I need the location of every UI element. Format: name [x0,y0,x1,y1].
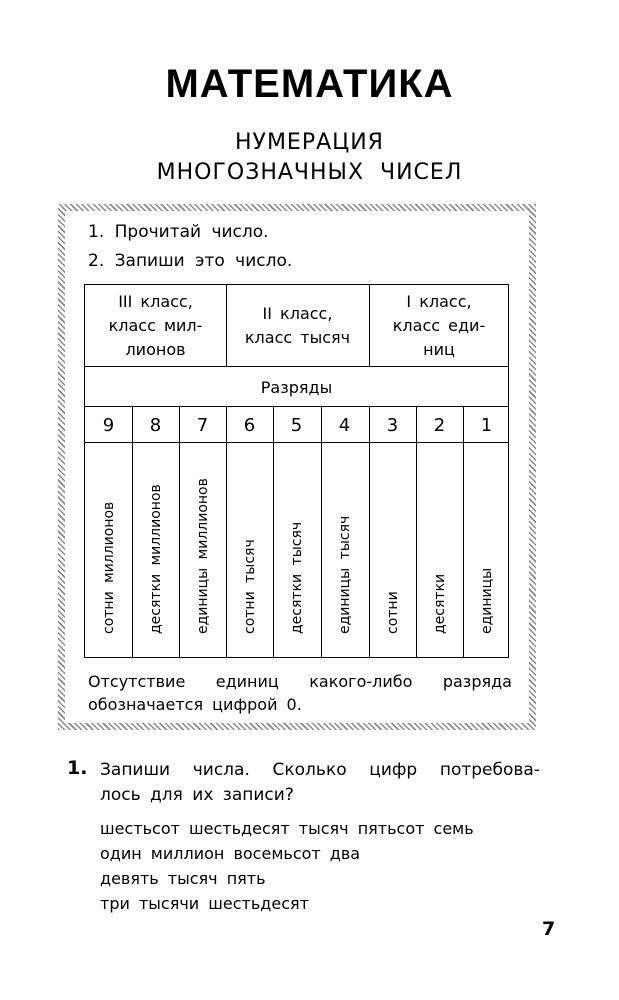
note-word: какого-либо [309,672,413,691]
rank-name: единицы миллионов [194,478,211,634]
number-words-item: шестьсот шестьдесят тысяч пятьсот семь [100,819,474,838]
task-word: Запиши [100,760,171,780]
class-header-millions: III класс, класс мил- лионов [108,292,203,359]
task-word: числа. [192,760,250,780]
rank-name: десятки миллионов [147,484,164,634]
rank-name: единицы [478,567,495,634]
note-word: единиц [215,672,279,691]
rank-name: сотни тысяч [241,539,258,634]
rank-digit: 4 [338,414,351,436]
rank-name: единицы тысяч [336,515,353,634]
number-words-item: девять тысяч пять [100,869,266,888]
place-value-table [84,284,509,658]
rank-name: десятки [431,573,448,634]
number-words-item: три тысячи шестьдесят [100,894,309,913]
rank-name: десятки тысяч [288,521,305,634]
class-header-thousands: II класс, класс тысяч [244,304,351,347]
number-words-item: один миллион восемьсот два [100,844,361,863]
task-statement [100,758,540,808]
rank-digit: 1 [480,414,493,436]
number-words-list [100,816,474,916]
instruction-item: 2. Запиши это число. [88,251,293,271]
rank-digit: 3 [386,414,399,436]
rank-digit: 7 [196,414,209,436]
rank-digit: 6 [243,414,256,436]
rank-name: сотни миллионов [100,501,117,634]
task-word: потребова- [439,760,540,780]
note-word: разряда [442,672,512,691]
task-line: лось для их записи? [100,785,294,805]
rank-digit: 2 [433,414,446,436]
note-word: Отсутствие [88,672,186,691]
rank-name: сотни [384,591,401,634]
instruction-item: 1. Прочитай число. [88,222,269,242]
subtitle-line: НУМЕРАЦИЯ [235,130,384,155]
page-title: МАТЕМАТИКА [165,62,454,106]
class-header-units: I класс, класс еди- ниц [392,292,486,359]
rank-digit: 8 [149,414,162,436]
task-number: 1. [67,757,88,779]
note-line: обозначается цифрой 0. [88,695,302,714]
section-subtitle [0,128,619,188]
task-word: цифр [369,760,418,780]
ranks-label: Разряды [260,377,333,397]
rule-note [88,670,512,716]
rank-digit: 5 [290,414,303,436]
subtitle-line: МНОГОЗНАЧНЫХ ЧИСЕЛ [156,160,463,185]
rank-digit: 9 [102,414,115,436]
task-word: Сколько [272,760,347,780]
page-number: 7 [542,918,556,940]
